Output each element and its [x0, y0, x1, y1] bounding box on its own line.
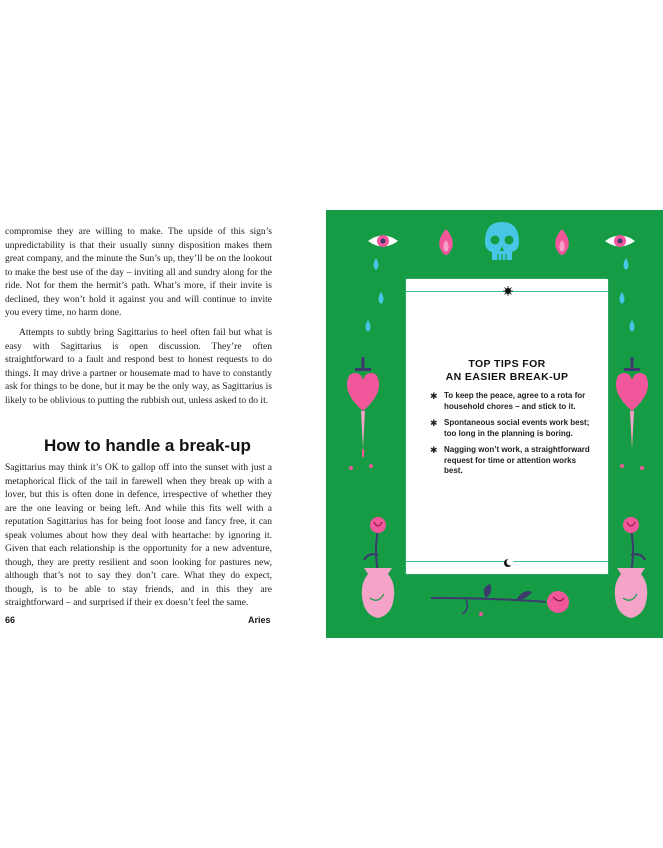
tip-text: To keep the peace, agree to a rota for household chores – and stick to it.	[444, 391, 586, 411]
teardrop-icon	[630, 320, 635, 332]
body-paragraph-1	[5, 226, 272, 321]
body-paragraph-3	[5, 462, 272, 611]
rose-vase-icon	[615, 517, 648, 618]
tips-card	[405, 278, 609, 575]
eye-icon	[368, 235, 398, 247]
page-number: 66	[5, 615, 16, 625]
rose-vase-icon	[362, 517, 395, 618]
flame-icon	[439, 229, 453, 255]
card-title-line-1: TOP TIPS FOR	[468, 358, 546, 370]
section-heading: How to handle a break-up	[44, 436, 251, 455]
flame-icon	[555, 229, 569, 255]
asterisk-icon: ✱	[430, 391, 438, 401]
tip-text: Nagging won’t work, a straightforward request for time or attention works best.	[444, 445, 590, 475]
asterisk-icon: ✱	[430, 418, 438, 428]
sun-icon	[503, 286, 513, 296]
asterisk-icon: ✱	[430, 445, 438, 455]
teardrop-icon	[379, 292, 384, 304]
card-title-line-2: AN EASIER BREAK-UP	[445, 371, 569, 383]
teardrop-icon	[374, 258, 379, 270]
tip-item	[430, 418, 590, 439]
rose-icon	[431, 584, 569, 616]
card-title	[416, 358, 598, 384]
paragraph-text: Sagittarius may think it’s OK to gallop off into the sunset with just a metaphorical flick of the tail in farewell when they break up with a lover, but this is often done in defence, irrespective of whether they are the one leaving or being left. And while this fits well with a reputation Sagittarius has for being foot loose and fancy free, it can speak volumes about how they deal with heartache: by ignoring it. Given that each relationship is the opportunity for a new adventure, though, they are pretty resilient and soon looking for pastures new, although that’s not to say they don’t care. What they do expect, though, is to be able to stay friends, and in this they are straightforward – and surprised if their ex doesn’t feel the same.	[5, 463, 272, 608]
teardrop-icon	[624, 258, 629, 270]
left-page	[0, 0, 326, 848]
body-paragraph-2	[5, 327, 272, 408]
heart-dagger-icon	[347, 357, 379, 457]
teardrop-icon	[366, 320, 371, 332]
teardrop-icon	[620, 292, 625, 304]
running-footer: Aries	[248, 615, 271, 625]
paragraph-text: compromise they are willing to make. The upside of this sign’s unpredictability is that their usually sunny disposition makes them great company, and the minute the Sun’s up, they’ll be on the lookout to make the best use of the day – inviting all and sundry along for the ride. Not for them the hermit’s path. What’s more, if their invite is declined, they won’t hold it against you and will continue to invite you every time, no harm done.	[5, 227, 272, 318]
paragraph-text: Attempts to subtly bring Sagittarius to heel often fail but what is easy with Sagittarius is open discussion. They’re often straightforward to a fault and respond best to honest requests to do things. It may drive a partner or housemate mad to have to constantly ask for things to be done, but it may be the only way, as Sagittarius is likely to be oblivious to putting the rubbish out, unless asked to do it.	[5, 328, 272, 406]
tip-text: Spontaneous social events work best; too long in the planning is boring.	[444, 418, 590, 438]
eye-icon	[605, 235, 635, 247]
tip-item	[430, 445, 590, 477]
right-page-illustration	[326, 210, 663, 638]
skull-icon	[485, 222, 519, 260]
heart-dagger-icon	[616, 357, 648, 449]
tip-item	[430, 391, 590, 412]
tips-list	[430, 391, 590, 483]
moon-icon	[504, 559, 514, 568]
